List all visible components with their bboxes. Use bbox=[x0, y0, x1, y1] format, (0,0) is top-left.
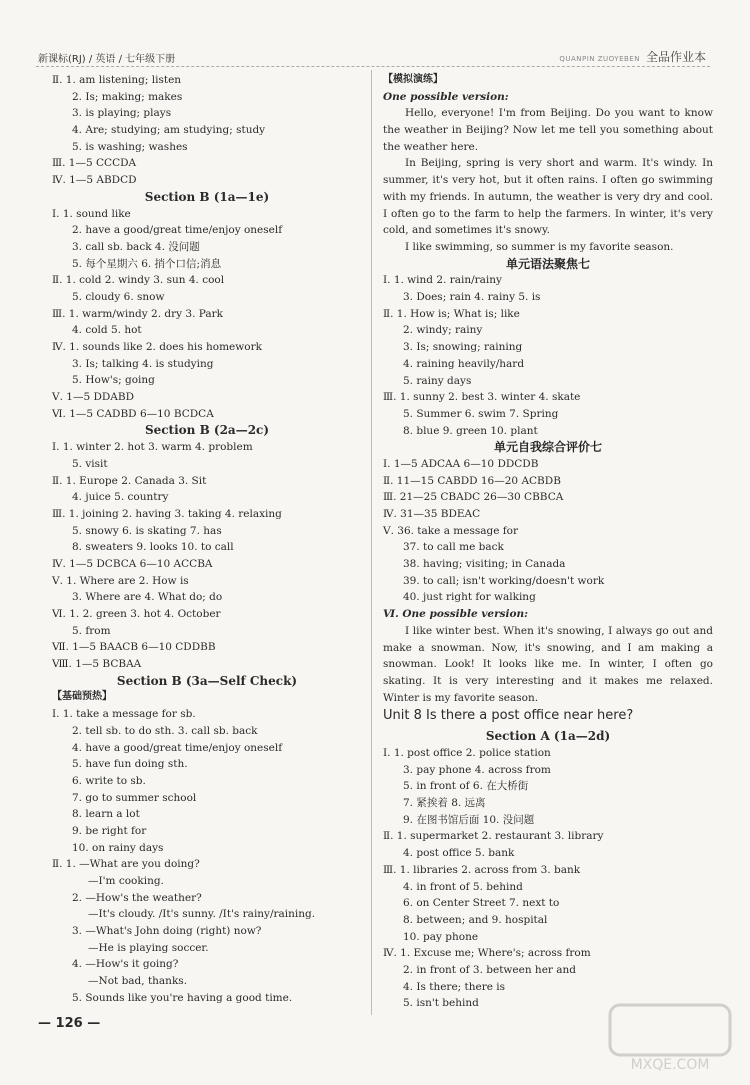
right-column bbox=[383, 72, 713, 1012]
answer-line: —It's cloudy. /It's sunny. /It's rainy/raining. bbox=[88, 908, 316, 921]
answer-line: 4. cold 5. hot bbox=[72, 324, 142, 337]
answer-line: 5. snowy 6. is skating 7. has bbox=[72, 524, 222, 537]
answer-line: 【基础预热】 bbox=[52, 691, 112, 703]
answer-line: Ⅳ. 1—5 DCBCA 6—10 ACCBA bbox=[52, 557, 213, 570]
answer-line: Ⅴ. 1. Where are 2. How is bbox=[52, 574, 189, 587]
answer-line: Ⅲ. 21—25 CBADC 26—30 CBBCA bbox=[383, 491, 564, 504]
answer-line: —Not bad, thanks. bbox=[88, 975, 188, 988]
answer-line: 39. to call; isn't working/doesn't work bbox=[403, 574, 605, 587]
watermark-logo-icon bbox=[600, 997, 740, 1077]
answer-line: Ⅳ. 1. Excuse me; Where's; across from bbox=[383, 947, 591, 960]
answer-line: Ⅰ. 1. wind 2. rain/rainy bbox=[383, 274, 502, 287]
svg-text:MXQE.COM: MXQE.COM bbox=[630, 1057, 710, 1073]
answer-line: —I'm cooking. bbox=[88, 875, 164, 887]
answer-line: Ⅱ. 1. —What are you doing? bbox=[52, 858, 200, 871]
answer-line: 6. on Center Street 7. next to bbox=[403, 897, 560, 910]
answer-line: 3. is playing; plays bbox=[72, 107, 172, 120]
answer-line: 5. have fun doing sth. bbox=[72, 758, 188, 771]
answer-line: 9. 在图书馆后面 10. 没问题 bbox=[403, 813, 535, 826]
answer-line: 5. visit bbox=[72, 457, 108, 470]
answer-line: 2. tell sb. to do sth. 3. call sb. back bbox=[72, 724, 258, 737]
section-heading: Section B (1a—1e) bbox=[144, 189, 270, 204]
answer-line: 3. —What's John doing (right) now? bbox=[72, 925, 262, 938]
answer-line: 5. isn't behind bbox=[403, 997, 479, 1010]
answer-line: 5. How's; going bbox=[72, 374, 155, 387]
answer-line: Ⅵ. 1. 2. green 3. hot 4. October bbox=[52, 608, 221, 620]
unit-title: Unit 8 Is there a post office near here? bbox=[383, 708, 634, 724]
column-divider bbox=[371, 70, 372, 1015]
answers-grammar-review bbox=[383, 256, 713, 606]
answer-line: 3. Does; rain 4. rainy 5. is bbox=[403, 291, 541, 304]
answer-line: 7. go to summer school bbox=[72, 791, 197, 804]
answer-line: Ⅱ. 1. am listening; listen bbox=[52, 74, 182, 86]
answer-line: Ⅷ. 1—5 BCBAA bbox=[52, 658, 142, 671]
answer-line: 8. learn a lot bbox=[72, 808, 140, 821]
answers-unit8 bbox=[383, 745, 713, 1012]
answer-line: Ⅱ. 1. How is; What is; like bbox=[383, 307, 520, 320]
section-heading: Section B (3a—Self Check) bbox=[116, 673, 298, 688]
answer-line: Ⅲ. 1—5 CCCDA bbox=[52, 157, 137, 170]
header-rule bbox=[36, 66, 710, 67]
section-title: Section A (1a—2d) bbox=[485, 729, 611, 744]
answer-line: Ⅶ. 1—5 BAACB 6—10 CDDBB bbox=[52, 641, 216, 654]
answer-line: 9. be right for bbox=[72, 824, 147, 837]
answer-line: Ⅱ. 11—15 CABDD 16—20 ACBDB bbox=[383, 474, 561, 487]
answer-line: 40. just right for walking bbox=[403, 591, 536, 604]
answer-line: Ⅰ. 1. post office 2. police station bbox=[383, 747, 551, 760]
answer-line: 4. Are; studying; am studying; study bbox=[72, 124, 266, 137]
answer-line: Ⅱ. 1. supermarket 2. restaurant 3. library bbox=[383, 830, 604, 843]
answer-line: Ⅲ. 1. warm/windy 2. dry 3. Park bbox=[52, 307, 223, 320]
answer-line: 2. windy; rainy bbox=[403, 324, 483, 337]
brand-title: 全品作业本 bbox=[645, 50, 706, 64]
book-info: 新课标(RJ) / 英语 / 七年级下册 bbox=[38, 54, 176, 65]
answer-line: 4. have a good/great time/enjoy oneself bbox=[72, 741, 283, 754]
section-heading: 单元自我综合评价七 bbox=[493, 440, 602, 455]
answer-line: 4. Is there; there is bbox=[403, 980, 506, 993]
answer-line: Ⅲ. 1. joining 2. having 3. taking 4. relaxing bbox=[52, 507, 282, 520]
answer-line: 4. raining heavily/hard bbox=[403, 357, 525, 370]
essay-version-label: Ⅵ. One possible version: bbox=[383, 608, 529, 621]
answer-line: 5. in front of 6. 在大桥街 bbox=[403, 780, 529, 793]
essay-paragraph-3: I like swimming, so summer is my favorite season. bbox=[405, 241, 674, 253]
answer-line: 3. Is; talking 4. is studying bbox=[72, 357, 214, 370]
essay-paragraph-2: In Beijing, spring is very short and warm. It's windy. In summer, it's very hot, but it often rains. I often go swimming with my friends. In autumn, the weather is very dry and cool. I often go to the farm to help the farmers. In winter, it's very cold, and sometimes it's snowy. bbox=[383, 157, 713, 237]
answer-line: 4. juice 5. country bbox=[72, 491, 169, 504]
answer-line: Ⅱ. 1. Europe 2. Canada 3. Sit bbox=[52, 474, 207, 487]
answer-line: 8. between; and 9. hospital bbox=[403, 913, 548, 926]
version-label: One possible version: bbox=[383, 90, 509, 103]
answer-line: Ⅰ. 1. take a message for sb. bbox=[52, 708, 196, 721]
answer-line: 10. pay phone bbox=[403, 930, 479, 943]
answer-line: 5. Summer 6. swim 7. Spring bbox=[403, 407, 559, 420]
answer-line: Ⅲ. 1. sunny 2. best 3. winter 4. skate bbox=[383, 391, 581, 404]
answer-line: 8. blue 9. green 10. plant bbox=[403, 424, 538, 437]
answer-line: 10. on rainy days bbox=[72, 841, 164, 854]
answer-line: 4. in front of 5. behind bbox=[403, 880, 523, 893]
answer-line: Ⅵ. 1—5 CADBD 6—10 BCDCA bbox=[52, 407, 214, 420]
essay-paragraph-1: Hello, everyone! I'm from Beijing. Do you want to know the weather in Beijing? Now let me tell you something about the weather here. bbox=[383, 107, 713, 153]
answer-line: 5. 每个星期六 6. 捎个口信;消息 bbox=[72, 257, 222, 270]
answer-line: 5. Sounds like you're having a good time. bbox=[72, 991, 293, 1004]
essay-winter: I like winter best. When it's snowing, I always go out and make a snowman. Now, it's snowing, and I am making a snowman. Look! It looks like me. In winter, I often go skating. It is very interesting and it makes me relaxed. Winter is my favorite season. bbox=[383, 624, 713, 704]
answer-line: Ⅳ. 31—35 BDEAC bbox=[383, 508, 481, 521]
answer-line: 2. in front of 3. between her and bbox=[403, 963, 577, 976]
answer-line: 3. call sb. back 4. 没问题 bbox=[72, 240, 200, 253]
answer-line: 38. having; visiting; in Canada bbox=[403, 558, 566, 571]
answer-line: 6. write to sb. bbox=[72, 774, 146, 787]
section-tag: 【模拟演练】 bbox=[383, 74, 443, 85]
page-header bbox=[0, 0, 750, 70]
answer-line: 5. cloudy 6. snow bbox=[72, 290, 165, 303]
answer-line: 2. Is; making; makes bbox=[72, 90, 183, 103]
answer-line: Ⅳ. 1. sounds like 2. does his homework bbox=[52, 341, 262, 353]
section-heading: 单元语法聚焦七 bbox=[505, 256, 590, 271]
answer-line: 7. 紧挨着 8. 远离 bbox=[403, 797, 486, 810]
answer-line: Ⅳ. 1—5 ABDCD bbox=[52, 174, 137, 187]
left-column bbox=[52, 72, 362, 1007]
section-heading: Section B (2a—2c) bbox=[144, 423, 270, 438]
answer-line: Ⅴ. 1—5 DDABD bbox=[52, 391, 135, 404]
answer-line: 4. —How's it going? bbox=[72, 958, 179, 971]
answer-line: Ⅱ. 1. cold 2. windy 3. sun 4. cool bbox=[52, 274, 225, 287]
answer-line: 8. sweaters 9. looks 10. to call bbox=[72, 541, 234, 554]
answer-line: 4. post office 5. bank bbox=[403, 847, 515, 860]
brand bbox=[559, 48, 706, 65]
answer-line: 5. is washing; washes bbox=[72, 140, 188, 153]
answer-line: 3. pay phone 4. across from bbox=[403, 763, 551, 776]
answer-line: —He is playing soccer. bbox=[88, 941, 209, 954]
answer-line: 3. Is; snowing; raining bbox=[403, 341, 523, 354]
brand-pinyin: QUANPIN ZUOYEBEN bbox=[559, 55, 640, 63]
page-number: — 126 — bbox=[38, 1016, 101, 1031]
answer-line: 37. to call me back bbox=[403, 541, 504, 554]
answer-line: 5. from bbox=[72, 624, 111, 637]
answer-line: Ⅰ. 1—5 ADCAA 6—10 DDCDB bbox=[383, 457, 539, 470]
answer-line: Ⅴ. 36. take a message for bbox=[383, 524, 518, 537]
answer-line: 3. Where are 4. What do; do bbox=[72, 591, 223, 604]
answer-line: Ⅰ. 1. winter 2. hot 3. warm 4. problem bbox=[52, 441, 253, 454]
answer-line: 5. rainy days bbox=[403, 374, 472, 387]
answer-line: 2. —How's the weather? bbox=[72, 891, 202, 904]
answer-line: 2. have a good/great time/enjoy oneself bbox=[72, 224, 283, 237]
answer-line: Ⅰ. 1. sound like bbox=[52, 207, 131, 220]
answer-line: Ⅲ. 1. libraries 2. across from 3. bank bbox=[383, 863, 581, 876]
